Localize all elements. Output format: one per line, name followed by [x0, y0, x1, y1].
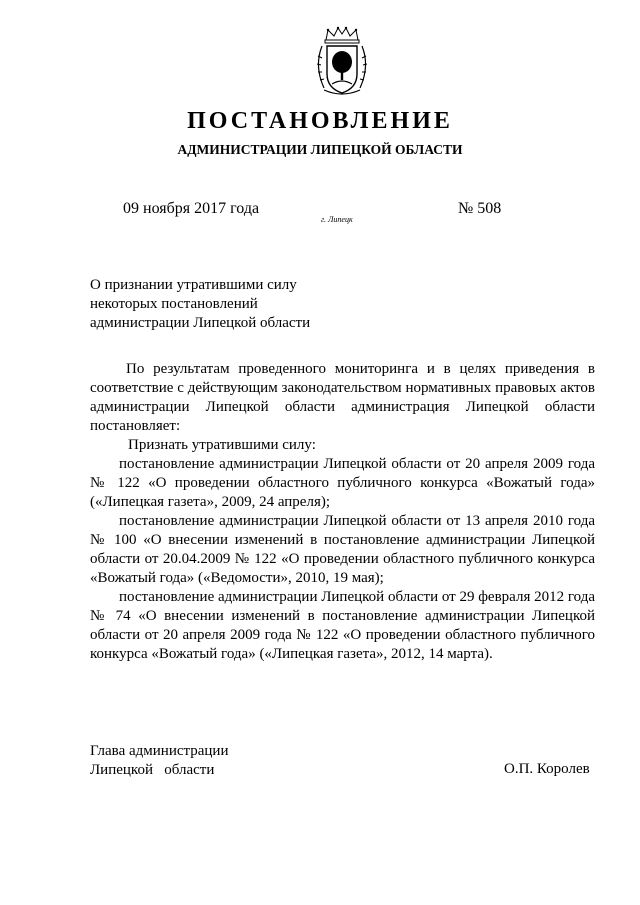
subject-line: О признании утратившими силу [90, 277, 297, 293]
subject-line: администрации Липецкой области [90, 315, 311, 331]
document-city: г. Липецк [321, 215, 353, 224]
decision-paragraph: Признать утратившими силу: [128, 437, 316, 453]
issuing-authority: АДМИНИСТРАЦИИ ЛИПЕЦКОЙ ОБЛАСТИ [177, 142, 463, 157]
intro-paragraph: По результатам проведенного мониторинга и в целях приведения в соответствие с действующим законодательством нормативных правовых актов администрации Липецкой области администрация Липецкой области постановляет: [90, 361, 595, 434]
subject-line: некоторых постановлений [90, 296, 258, 312]
position-line: Липецкой области [90, 762, 215, 778]
document-date: 09 ноября 2017 года [123, 200, 260, 217]
document-subject [90, 276, 310, 333]
position-line: Глава администрации [90, 743, 229, 759]
repealed-item: постановление администрации Липецкой области от 13 апреля 2010 года № 100 «О внесении изменений в постановление администрации Липецкой области от 20.04.2009 № 122 «О проведении областного публичного конкурса «Вожатый года» («Ведомости», 2010, 19 мая); [90, 513, 595, 586]
repealed-item: постановление администрации Липецкой области от 20 апреля 2009 года № 122 «О проведении областного публичного конкурса «Вожатый года» («Липецкая газета», 2009, 24 апреля); [90, 456, 595, 510]
repealed-item: постановление администрации Липецкой области от 29 февраля 2012 года № 74 «О внесении изменений в постановление администрации Липецкой области от 20 апреля 2009 года № 122 «О проведении областного публичного конкурса «Вожатый года» («Липецкая газета», 2012, 14 марта). [90, 589, 595, 662]
coat-of-arms-icon [312, 26, 372, 98]
document-title: ПОСТАНОВЛЕНИЕ [187, 108, 453, 134]
signer-name: О.П. Королев [504, 761, 590, 777]
document-number: № 508 [458, 200, 502, 217]
signature-position [90, 742, 228, 780]
document-body [90, 360, 595, 664]
